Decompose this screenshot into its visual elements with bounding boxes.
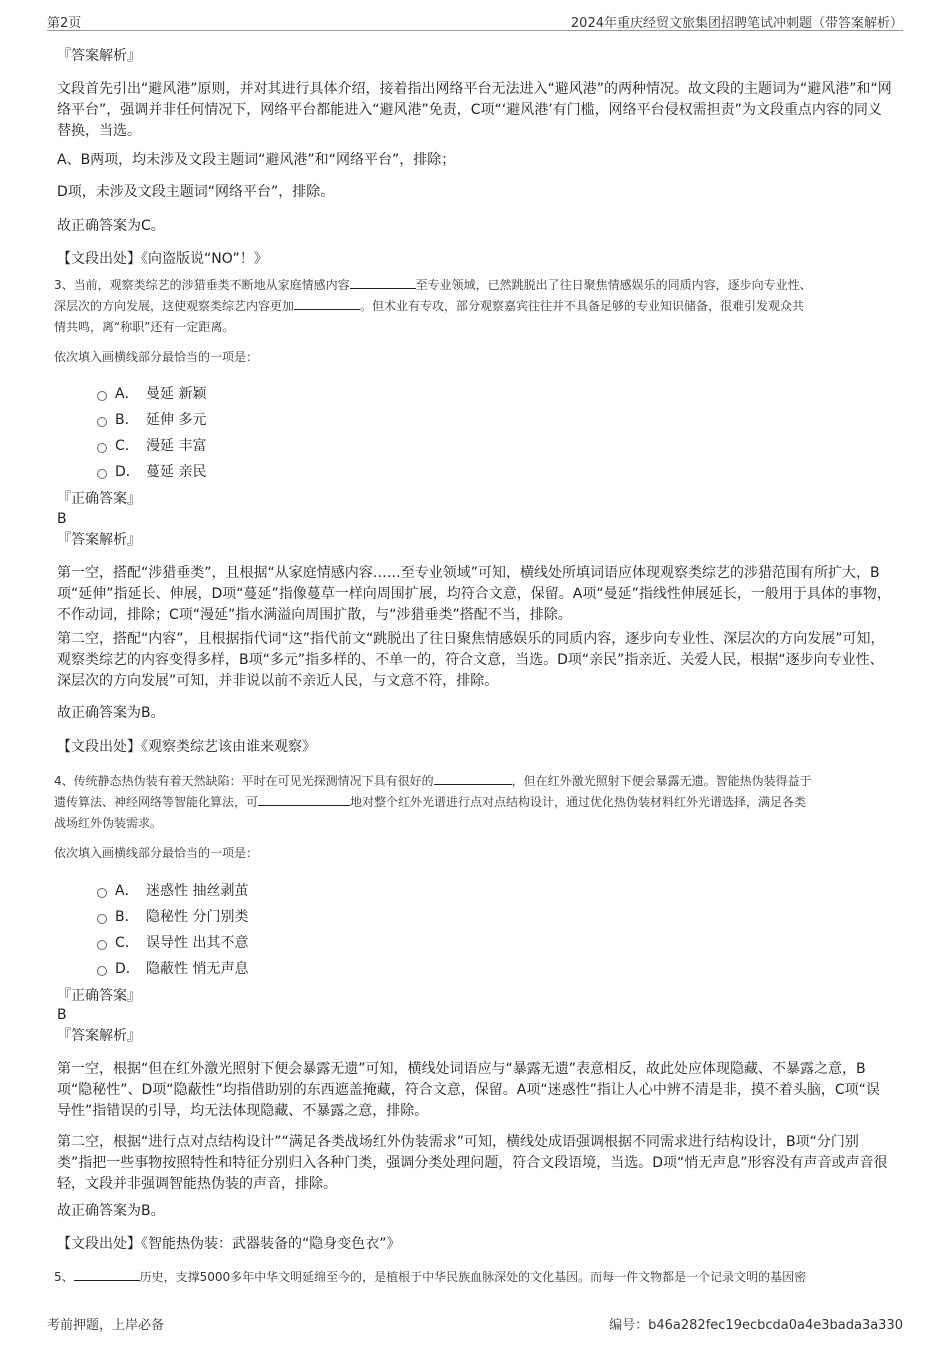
q3-stem: 3、当前，观察类综艺的涉猎垂类不断地从家庭情感内容 至专业领域，已然跳脱出了往日聚焦情感娱乐的同质内容，逐步向专业性、 深层次的方向发展，这使观察类综艺内容更加 。但术业有专攻，部分观察嘉宾往往并不具备足够的专业知识储备，很难引发观众共 情共鸣，离“称职”还有一定距离。 bbox=[54, 278, 812, 334]
q2-conclusion: 故正确答案为C。 bbox=[57, 218, 165, 234]
q4-analysis-label: 『答案解析』 bbox=[57, 1028, 141, 1044]
q3-correct-label: 『正确答案』 bbox=[57, 491, 141, 507]
radio-icon[interactable] bbox=[97, 391, 107, 401]
page-header bbox=[47, 10, 903, 31]
q4-conclusion: 故正确答案为B。 bbox=[57, 1203, 165, 1219]
blank-1 bbox=[74, 1268, 140, 1281]
radio-icon[interactable] bbox=[97, 469, 107, 479]
q5-stem: 5、 历史，支撑5000多年中华文明延绵至今的，是植根于中华民族血脉深处的文化基因。而每一件文物都是一个记录文明的基因密 bbox=[54, 1270, 807, 1284]
q3-option-a[interactable]: A． 曼延 新颖 bbox=[57, 381, 893, 407]
blank-2 bbox=[258, 793, 350, 806]
q3-analysis-p1: 第一空，搭配“涉猎垂类”，且根据“从家庭情感内容……至专业领域”可知，横线处所填词语应体现观察类综艺的涉猎范围有所扩大，B项“延伸”指延长、伸展，D项“蔓延”指像蔓草一样向周围扩展，均符合文意，保留。A项“曼延”指线性伸展延长，一般用于具体的事物，不作动词，排除；C项“漫延”指水满溢向周围扩散，与“涉猎垂类”搭配不当，排除。 bbox=[57, 565, 891, 623]
q4-option-c[interactable]: C． 误导性 出其不意 bbox=[57, 930, 893, 956]
q4-option-a[interactable]: A． 迷惑性 抽丝剥茧 bbox=[57, 878, 893, 904]
q4-source: 【文段出处】《智能热伪装：武器装备的“隐身变色衣”》 bbox=[57, 1236, 401, 1252]
footer-slogan: 考前押题，上岸必备 bbox=[47, 1318, 165, 1333]
radio-icon[interactable] bbox=[97, 443, 107, 453]
q3-option-d[interactable]: D． 蔓延 亲民 bbox=[57, 459, 893, 485]
document-title: 2024年重庆经贸文旅集团招聘笔试冲刺题（带答案解析） bbox=[570, 16, 903, 31]
q3-analysis-p2: 第二空，搭配“内容”，且根据指代词“这”指代前文“跳脱出了往日聚焦情感娱乐的同质内容，逐步向专业性、深层次的方向发展”可知，观察类综艺的内容变得多样，B项“多元”指多样的、不单一的，符合文意，当选。D项“亲民”指亲近、关爱人民，根据“逐步向专业性、深层次的方向发展”可知，并非说以前不亲近人民，与文意不符，排除。 bbox=[57, 631, 885, 689]
q3-prompt: 依次填入画横线部分最恰当的一项是： bbox=[54, 350, 259, 364]
q3-option-c[interactable]: C． 漫延 丰富 bbox=[57, 433, 893, 459]
q3-correct-answer: B bbox=[57, 511, 67, 527]
q2-analysis-label: 『答案解析』 bbox=[57, 48, 141, 64]
q3-conclusion: 故正确答案为B。 bbox=[57, 705, 165, 721]
page-number: 第2页 bbox=[47, 16, 82, 31]
q4-prompt: 依次填入画横线部分最恰当的一项是： bbox=[54, 846, 259, 860]
blank-1 bbox=[350, 276, 416, 289]
radio-icon[interactable] bbox=[97, 417, 107, 427]
q4-options bbox=[57, 878, 893, 982]
q4-option-b[interactable]: B． 隐秘性 分门别类 bbox=[57, 904, 893, 930]
q2-analysis-p1: 文段首先引出“避风港”原则，并对其进行具体介绍，接着指出网络平台无法进入“避风港”的两种情况。故文段的主题词为“避风港”和“网络平台”，强调并非任何情况下，网络平台都能进入“避风港”免责，C项“‘避风港’有门槛，网络平台侵权需担责”为文段重点内容的同义替换，当选。 bbox=[57, 81, 892, 139]
radio-icon[interactable] bbox=[97, 888, 107, 898]
q4-correct-label: 『正确答案』 bbox=[57, 988, 141, 1004]
blank-2 bbox=[294, 297, 360, 310]
q3-option-b[interactable]: B． 延伸 多元 bbox=[57, 407, 893, 433]
radio-icon[interactable] bbox=[97, 966, 107, 976]
q3-options bbox=[57, 381, 893, 485]
document-code: 编号：b46a282fec19ecbcda0a4e3bada3a330 bbox=[609, 1318, 903, 1333]
q2-analysis-p3: D项，未涉及文段主题词“网络平台”，排除。 bbox=[57, 184, 335, 200]
q2-analysis-p2: A、B两项，均未涉及文段主题词“避风港”和“网络平台”，排除； bbox=[57, 152, 456, 168]
q4-option-d[interactable]: D． 隐蔽性 悄无声息 bbox=[57, 956, 893, 982]
radio-icon[interactable] bbox=[97, 940, 107, 950]
q3-analysis-label: 『答案解析』 bbox=[57, 532, 141, 548]
blank-1 bbox=[434, 772, 512, 785]
q4-stem: 4、传统静态热伪装有着天然缺陷：平时在可见光探测情况下具有很好的 ，但在红外激光照射下便会暴露无遗。智能热伪装得益于 遗传算法、神经网络等智能化算法，可 地对整个红外光谱进行点对点结构设计，通过优化热伪装材料红外光谱选择，满足各类 战场红外伪装需求。 bbox=[54, 774, 812, 830]
q2-source: 【文段出处】《向盗版说“NO”！》 bbox=[57, 251, 268, 267]
q4-analysis-p2: 第二空，根据“进行点对点结构设计”“满足各类战场红外伪装需求”可知，横线处成语强调根据不同需求进行结构设计，B项“分门别类”指把一些事物按照特性和特征分别归入各种门类，强调分类处理问题，符合文段语境，当选。D项“悄无声息”形容没有声音或声音很轻，文段并非强调智能热伪装的声音，排除。 bbox=[57, 1134, 888, 1192]
q3-source: 【文段出处】《观察类综艺该由谁来观察》 bbox=[57, 739, 316, 755]
q4-analysis-p1: 第一空，根据“但在红外激光照射下便会暴露无遗”可知，横线处词语应与“暴露无遗”表意相反，故此处应体现隐藏、不暴露之意，B项“隐秘性”、D项“隐蔽性”均指借助别的东西遮盖掩藏，符合文意，保留。A项“迷惑性”指让人心中辨不清是非，摸不着头脑，C项“误导性”指错误的引导，均无法体现隐藏、不暴露之意，排除。 bbox=[57, 1061, 880, 1119]
q4-correct-answer: B bbox=[57, 1007, 67, 1023]
radio-icon[interactable] bbox=[97, 914, 107, 924]
page-footer bbox=[47, 1314, 903, 1334]
